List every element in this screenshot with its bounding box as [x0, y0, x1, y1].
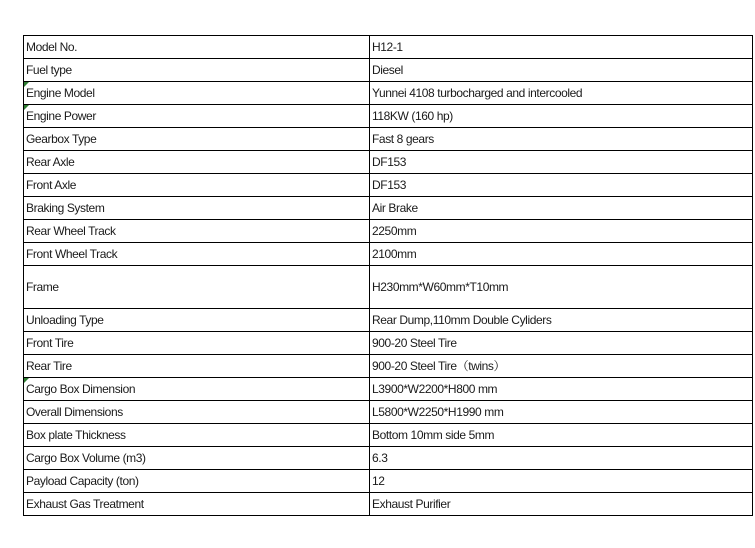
table-row	[24, 401, 753, 424]
spec-label: Rear Wheel Track	[24, 220, 370, 243]
table-row	[24, 128, 753, 151]
spec-label: Fuel type	[24, 59, 370, 82]
spec-value: 900-20 Steel Tire	[370, 332, 753, 355]
table-row	[24, 378, 753, 401]
cell-comment-marker	[24, 105, 29, 110]
table-row	[24, 309, 753, 332]
spec-value: H12-1	[370, 36, 753, 59]
spec-table	[23, 35, 753, 516]
spec-value: Air Brake	[370, 197, 753, 220]
spec-label: Box plate Thickness	[24, 424, 370, 447]
spec-value: L5800*W2250*H1990 mm	[370, 401, 753, 424]
spec-label-cell	[24, 82, 370, 105]
spec-value: L3900*W2200*H800 mm	[370, 378, 753, 401]
spec-value: 2250mm	[370, 220, 753, 243]
table-row	[24, 493, 753, 516]
spec-value: 6.3	[370, 447, 753, 470]
spec-label: Cargo Box Dimension	[26, 382, 136, 396]
spec-label: Engine Model	[26, 86, 95, 100]
table-row	[24, 174, 753, 197]
spec-label: Overall Dimensions	[24, 401, 370, 424]
spec-label: Rear Axle	[24, 151, 370, 174]
table-row	[24, 470, 753, 493]
spec-value: DF153	[370, 174, 753, 197]
spec-label: Unloading Type	[24, 309, 370, 332]
cell-comment-marker	[24, 378, 29, 383]
spec-value: 2100mm	[370, 243, 753, 266]
spec-value: Bottom 10mm side 5mm	[370, 424, 753, 447]
spec-value: H230mm*W60mm*T10mm	[370, 266, 753, 309]
spec-label: Rear Tire	[24, 355, 370, 378]
table-row	[24, 243, 753, 266]
table-row	[24, 332, 753, 355]
table-row	[24, 266, 753, 309]
table-row	[24, 82, 753, 105]
spec-label: Exhaust Gas Treatment	[24, 493, 370, 516]
spec-value: Fast 8 gears	[370, 128, 753, 151]
spec-value: Diesel	[370, 59, 753, 82]
cell-comment-marker	[24, 82, 29, 87]
spec-label: Cargo Box Volume (m3)	[24, 447, 370, 470]
spec-label: Front Tire	[24, 332, 370, 355]
spec-label: Front Wheel Track	[24, 243, 370, 266]
spec-label: Payload Capacity (ton)	[24, 470, 370, 493]
spec-value: 12	[370, 470, 753, 493]
table-row	[24, 424, 753, 447]
spec-value: DF153	[370, 151, 753, 174]
spec-value: 900-20 Steel Tire（twins）	[370, 355, 753, 378]
spec-label: Gearbox Type	[24, 128, 370, 151]
spec-label-cell	[24, 105, 370, 128]
spec-label-cell	[24, 378, 370, 401]
spec-value: Exhaust Purifier	[370, 493, 753, 516]
table-row	[24, 151, 753, 174]
spec-value: Yunnei 4108 turbocharged and intercooled	[370, 82, 753, 105]
spec-label: Braking System	[24, 197, 370, 220]
table-row	[24, 220, 753, 243]
spec-label: Frame	[24, 266, 370, 309]
table-row	[24, 355, 753, 378]
spec-value: Rear Dump,110mm Double Cyliders	[370, 309, 753, 332]
spec-label: Engine Power	[26, 109, 96, 123]
table-row	[24, 36, 753, 59]
spec-label: Model No.	[24, 36, 370, 59]
table-row	[24, 447, 753, 470]
spec-value: 118KW (160 hp)	[370, 105, 753, 128]
table-row	[24, 197, 753, 220]
spec-label: Front Axle	[24, 174, 370, 197]
table-row	[24, 105, 753, 128]
table-row	[24, 59, 753, 82]
